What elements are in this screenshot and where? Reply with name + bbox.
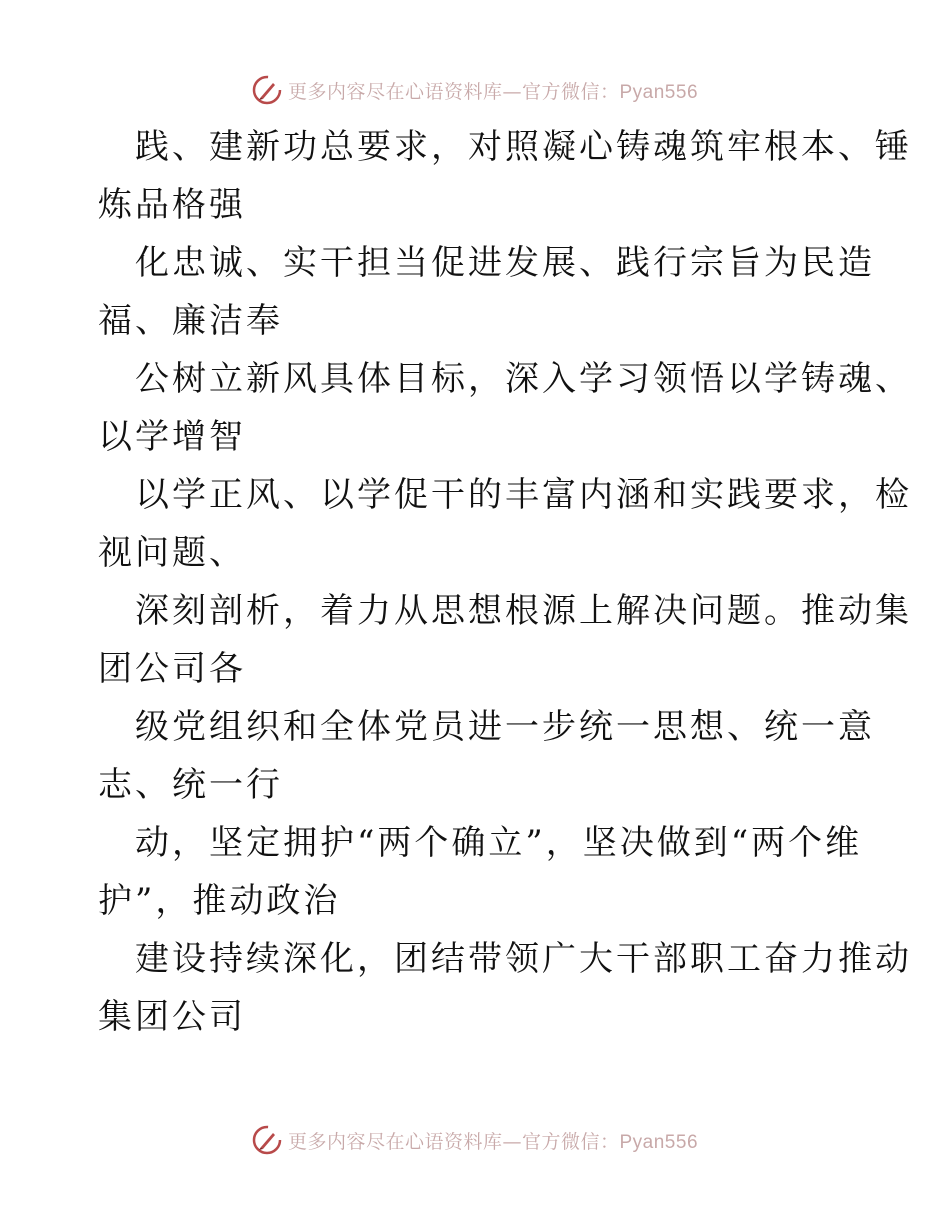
paragraph-line: 化忠诚、实干担当促进发展、践行宗旨为民造	[135, 243, 875, 283]
paragraph	[0, 350, 950, 466]
paragraph-line: 以学正风、以学促干的丰富内涵和实践要求，检	[135, 475, 912, 515]
paragraph-line: 集团公司	[98, 997, 246, 1037]
paragraph-line: 公树立新风具体目标，深入学习领悟以学铸魂、	[135, 359, 912, 399]
watermark-text: 更多内容尽在心语资料库—官方微信：Pyan556	[287, 1130, 699, 1153]
header-watermark	[0, 70, 950, 110]
paragraph-line: 动，坚定拥护“两个确立”，坚决做到“两个维	[135, 823, 863, 863]
paragraph	[0, 930, 950, 1046]
feather-pen-logo-icon	[252, 1125, 282, 1155]
paragraph-line: 视问题、	[98, 533, 246, 573]
paragraph-line: 团公司各	[98, 649, 246, 689]
paragraph	[0, 698, 950, 814]
paragraph	[0, 582, 950, 698]
paragraph	[0, 814, 950, 930]
paragraph-line: 以学增智	[98, 417, 246, 457]
paragraph-line: 护”，推动政治	[98, 881, 341, 921]
paragraph-line: 建设持续深化，团结带领广大干部职工奋力推动	[135, 939, 912, 979]
watermark-handle: Pyan556	[619, 81, 699, 103]
paragraph-line: 福、廉洁奉	[98, 301, 283, 341]
paragraph	[0, 118, 950, 234]
paragraph-line: 践、建新功总要求，对照凝心铸魂筑牢根本、锤	[135, 127, 912, 167]
paragraph-line: 炼品格强	[98, 185, 246, 225]
paragraph-line: 志、统一行	[98, 765, 283, 805]
paragraph	[0, 234, 950, 350]
footer-watermark	[0, 1120, 950, 1160]
watermark-text: 更多内容尽在心语资料库—官方微信：Pyan556	[287, 80, 699, 103]
paragraph-line: 级党组织和全体党员进一步统一思想、统一意	[135, 707, 875, 747]
watermark-handle: Pyan556	[619, 1131, 699, 1153]
paragraph-line: 深刻剖析，着力从思想根源上解决问题。推动集	[135, 591, 912, 631]
feather-pen-logo-icon	[252, 75, 282, 105]
document-body	[0, 118, 950, 1046]
paragraph	[0, 466, 950, 582]
